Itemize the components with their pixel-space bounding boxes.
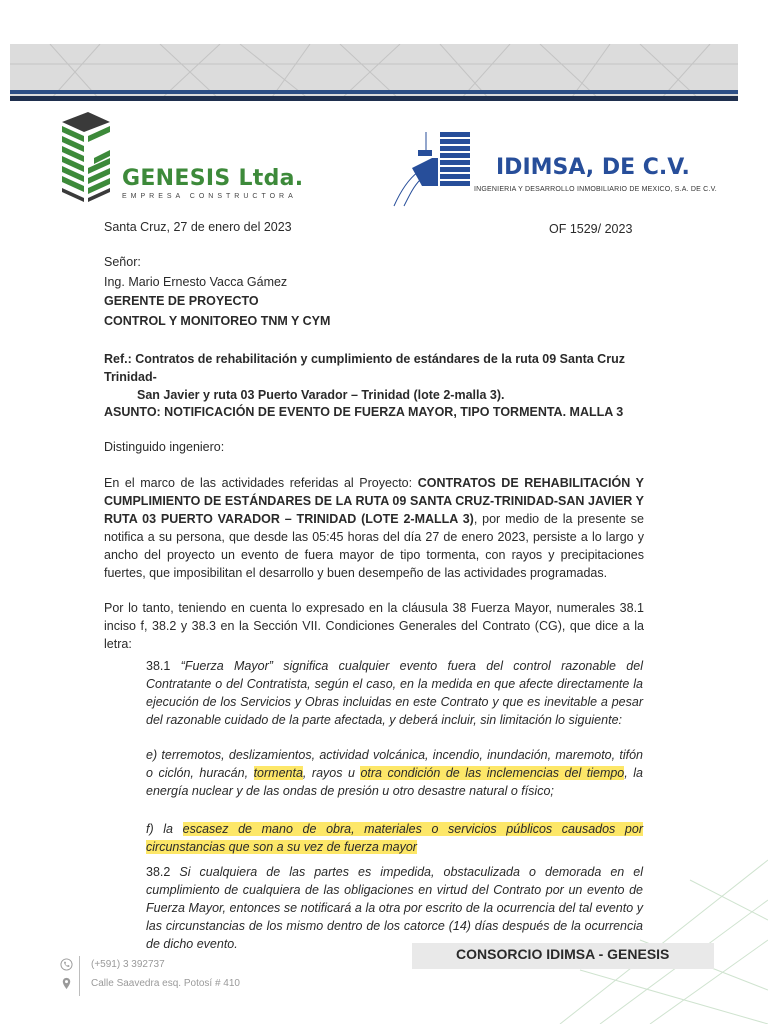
idimsa-company-name: IDIMSA, DE C.V. (496, 155, 690, 180)
reference-line-1: Ref.: Contratos de rehabilitación y cumplimiento de estándares de la ruta 09 Santa Cruz Trinidad- (104, 352, 625, 384)
idimsa-logo-icon (392, 128, 492, 208)
clause-number: 38.2 (146, 865, 171, 879)
highlight-inclemencias: otra condición de las inclemencias del tiempo (360, 766, 625, 780)
body-paragraph-2: Por lo tanto, teniendo en cuenta lo expresado en la cláusula 38 Fuerza Mayor, numerales 38.1 inciso f, 38.2 y 38.3 en la Sección VII. Condiciones Generales del Contrato (CG), que dice a la letra: (104, 601, 644, 651)
clause-e-text-c: , la energía nuclear y de las ondas de presión u otro desastre natural o físico; (146, 766, 643, 798)
body-paragraph-1 (104, 474, 644, 582)
highlight-escasez: escasez de mano de obra, materiales o servicios públicos causados por circunstancias que son a su vez de fuerza mayor (146, 822, 643, 854)
clause-text: “Fuerza Mayor” significa cualquier evento fuera del control razonable del Contratante o del Contratista, según el caso, en la medida en que afecte directamente la ejecución de los Servicios y Obras incluidas en este Contrato y que es inevitable a pesar del razonable cuidado de la parte afectada, y deberá incluir, sin limitación lo siguiente: (146, 659, 643, 727)
subject-line: ASUNTO: NOTIFICACIÓN DE EVENTO DE FUERZA MAYOR, TIPO TORMENTA. MALLA 3 (104, 405, 624, 419)
header-stripe-navy (10, 96, 738, 101)
address: Calle Saavedra esq. Potosí # 410 (91, 978, 240, 989)
letter-date: Santa Cruz, 27 de enero del 2023 (104, 220, 292, 234)
clause-e-text-b: , rayos u (302, 766, 361, 780)
greeting: Distinguido ingeniero: (104, 440, 225, 454)
location-pin-icon (60, 977, 73, 990)
genesis-company-name: GENESIS Ltda. (122, 166, 304, 191)
recipient-title: GERENTE DE PROYECTO (104, 294, 259, 308)
corner-decoration (540, 820, 768, 1024)
clause-f-prefix: f) la (146, 822, 183, 836)
genesis-company-subtitle: EMPRESA CONSTRUCTORA (122, 193, 297, 200)
clause-number: 38.1 (146, 659, 171, 673)
body-paragraph-1-intro: En el marco de las actividades referidas al Proyecto: (104, 476, 418, 490)
quote-clause-e (146, 746, 643, 800)
quote-clause-38-1 (146, 657, 643, 729)
contact-divider (79, 956, 80, 996)
reference-line-2: San Javier y ruta 03 Puerto Varador – Trinidad (lote 2-malla 3). (137, 388, 505, 402)
consortium-name: CONSORCIO IDIMSA - GENESIS (456, 946, 670, 962)
idimsa-company-subtitle: INGENIERIA Y DESARROLLO INMOBILIARIO DE MEXICO, S.A. DE C.V. (474, 186, 717, 193)
header-stripe-blue (10, 90, 738, 94)
project-name: CONTRATOS DE REHABILITACIÓN Y CUMPLIMIENTO DE ESTÁNDARES DE LA RUTA 09 SANTA CRUZ-TRINIDAD-SAN JAVIER Y RUTA 03 PUERTO VARADOR – TRINIDAD (LOTE 2-MALLA 3) (104, 476, 644, 526)
reference-line (104, 350, 664, 404)
clause-e-text-a: e) terremotos, deslizamientos, actividad volcánica, incendio, inundación, maremoto, tifón o ciclón, huracán, (146, 748, 643, 780)
contact-info (60, 956, 320, 996)
letter-reference-number: OF 1529/ 2023 (549, 222, 633, 236)
phone-icon (60, 958, 73, 971)
genesis-logo-icon (58, 108, 114, 204)
clause-text: Si cualquiera de las partes es impedida, obstaculizada o demorada en el cumplimiento de cualquiera de las obligaciones en virtud del Contrato por un evento de Fuerza Mayor, entonces se notificará a la otra por escrito de la ocurrencia del tal evento y las circunstancias de los mismo dentro de los catorce (14) días después de la ocurrencia de dicho evento. (146, 865, 643, 951)
phone-number: (+591) 3 392737 (91, 959, 165, 970)
recipient-department: CONTROL Y MONITOREO TNM Y CYM (104, 314, 331, 328)
body-paragraph-1-rest: , por medio de la presente se notifica a su persona, que desde las 05:45 horas del día 27 de enero 2023, persiste a lo largo y ancho del proyecto un evento de fuera mayor de tipo tormenta, con rayos y precipitaciones fuertes, que imposibilitan el desarrollo y buen desempeño de las actividades programadas. (104, 512, 644, 580)
recipient-name: Ing. Mario Ernesto Vacca Gámez (104, 275, 288, 289)
salutation-header: Señor: (104, 255, 141, 269)
highlight-tormenta: tormenta (253, 766, 303, 780)
